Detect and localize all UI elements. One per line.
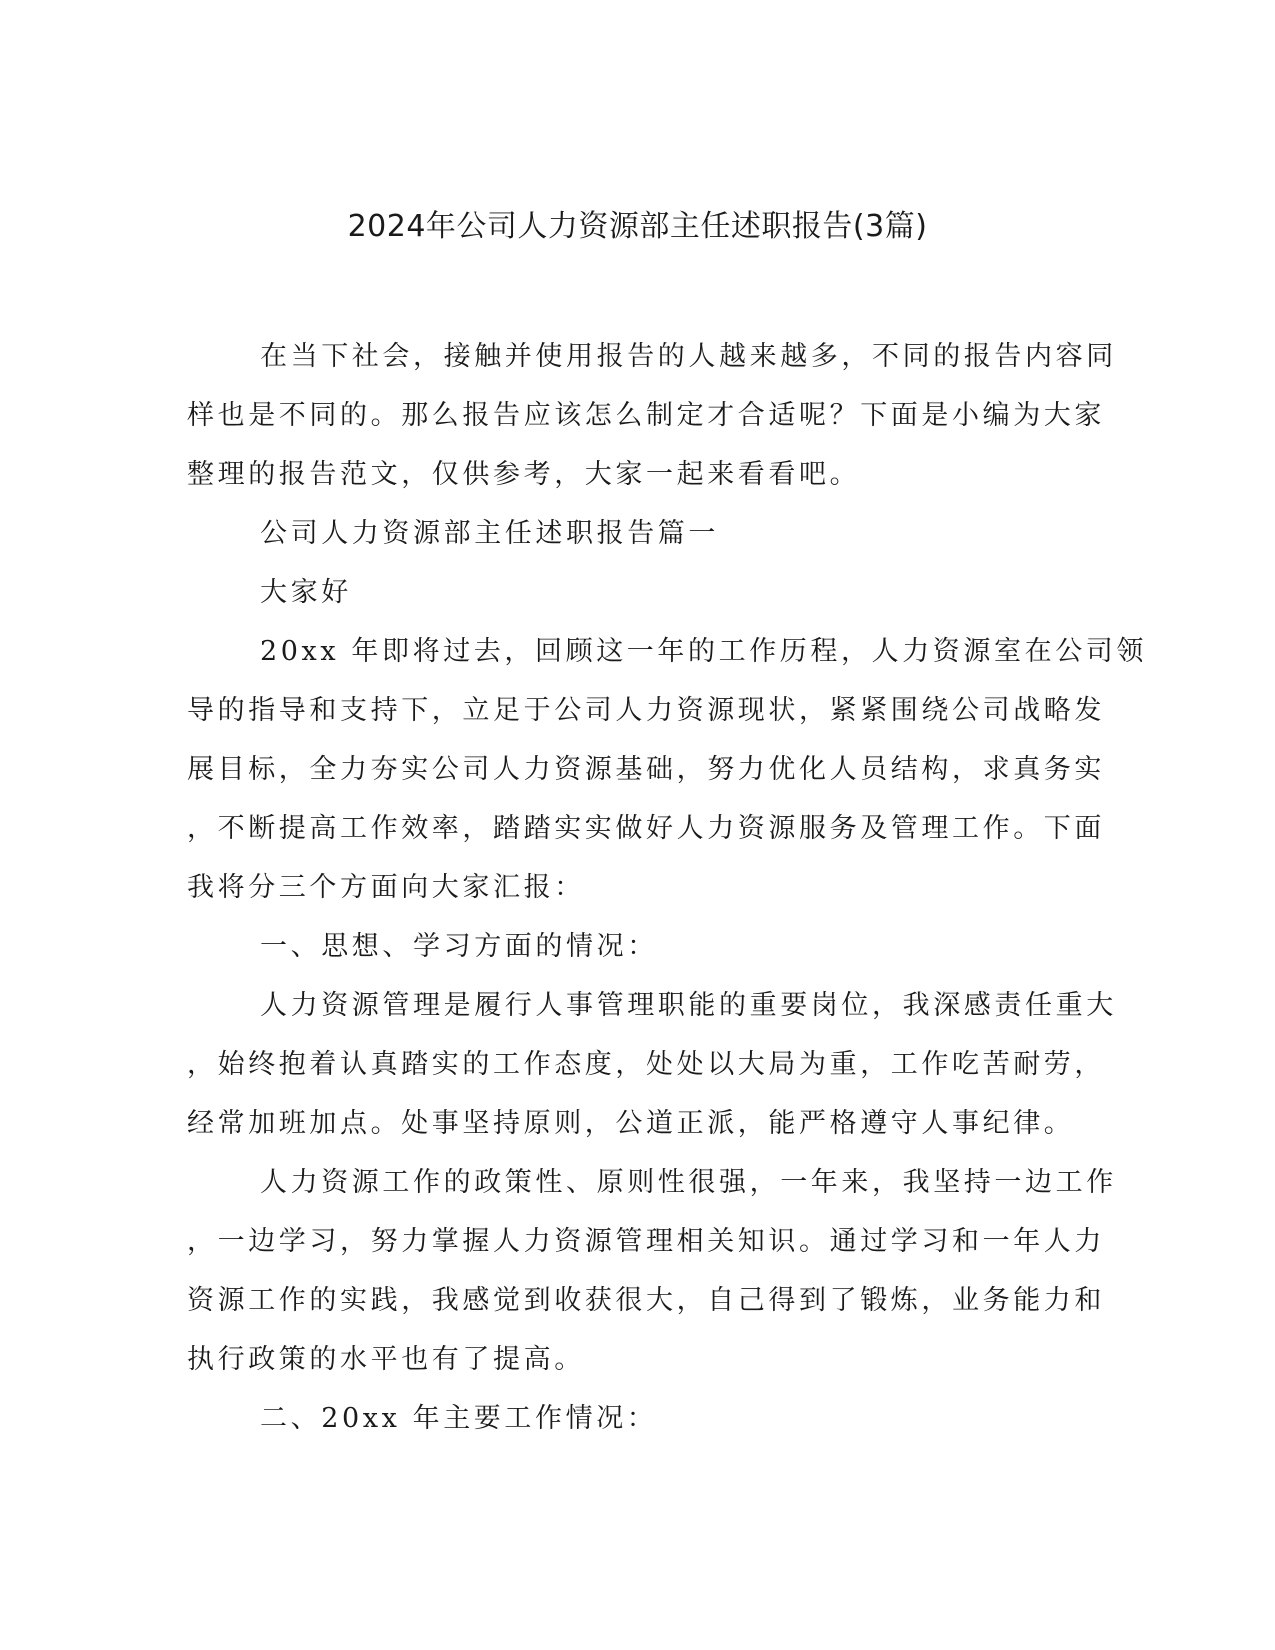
text-line: ，始终抱着认真踏实的工作态度，处处以大局为重，工作吃苦耐劳， (187, 1049, 1105, 1080)
part-two-heading (187, 1389, 1069, 1448)
paragraph-greeting (187, 563, 1069, 622)
section-heading (187, 504, 1069, 563)
paragraph-overview (187, 622, 1147, 917)
text-line: ，不断提高工作效率，踏踏实实做好人力资源服务及管理工作。下面 (187, 813, 1105, 844)
paragraph-part-one-1 (187, 976, 1117, 1153)
document-body (187, 327, 1147, 1448)
text-line: 样也是不同的。那么报告应该怎么制定才合适呢？下面是小编为大家 (187, 400, 1105, 431)
part-one-heading (187, 917, 1069, 976)
text-line: 在当下社会，接触并使用报告的人越来越多，不同的报告内容同 (260, 341, 1117, 372)
text-line: 整理的报告范文，仅供参考，大家一起来看看吧。 (187, 459, 861, 490)
text-line: 资源工作的实践，我感觉到收获很大，自己得到了锻炼，业务能力和 (187, 1285, 1105, 1316)
text-line: 展目标，全力夯实公司人力资源基础，努力优化人员结构，求真务实 (187, 754, 1105, 785)
paragraph-part-one-2 (187, 1153, 1117, 1389)
text-line: 人力资源工作的政策性、原则性很强，一年来，我坚持一边工作 (260, 1167, 1117, 1198)
text-line: 经常加班加点。处事坚持原则，公道正派，能严格遵守人事纪律。 (187, 1108, 1075, 1139)
text-line: 一、思想、学习方面的情况： (260, 931, 658, 962)
text-line: ，一边学习，努力掌握人力资源管理相关知识。通过学习和一年人力 (187, 1226, 1105, 1257)
text-line: 人力资源管理是履行人事管理职能的重要岗位，我深感责任重大 (260, 990, 1117, 1021)
text-line: 我将分三个方面向大家汇报： (187, 872, 585, 903)
text-line: 大家好 (260, 577, 352, 608)
paragraph-intro (187, 327, 1117, 504)
text-line: 导的指导和支持下，立足于公司人力资源现状，紧紧围绕公司战略发 (187, 695, 1105, 726)
text-line: 公司人力资源部主任述职报告篇一 (260, 518, 719, 549)
text-line: 二、20xx 年主要工作情况： (260, 1403, 658, 1434)
page-title: 2024年公司人力资源部主任述职报告(3篇) (347, 209, 928, 244)
text-line: 20xx 年即将过去，回顾这一年的工作历程，人力资源室在公司领 (260, 636, 1147, 667)
text-line: 执行政策的水平也有了提高。 (187, 1344, 585, 1375)
